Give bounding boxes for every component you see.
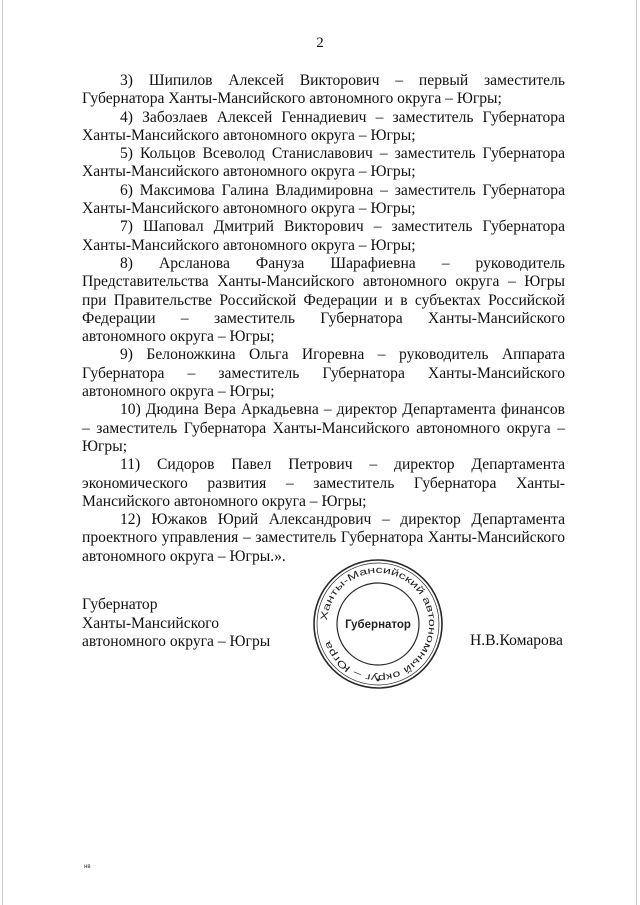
signatory-title-line: автономного округа – Югры [82,633,271,650]
appointments-list [82,72,565,566]
list-item: 12) Южаков Юрий Александрович – директор Департамента проектного управления – заместитель Губернатора Ханты-Мансийского автономного округа – Югры.». [82,511,565,565]
list-item: 4) Забозлаев Алексей Геннадиевич – заместитель Губернатора Ханты-Мансийского автономного округа – Югры; [82,108,565,144]
signatory-name: Н.В.Комарова [470,632,563,649]
seal-ring-text: Ханты-Мансийский автономный округ – Югра [318,564,438,684]
list-item: 10) Дюдина Вера Аркадьевна – директор Департамента финансов – заместитель Губернатора Ханты-Мансийского автономного округа – Югры; [82,401,565,455]
signatory-title [82,596,332,652]
footer-initials: нв [84,864,91,870]
list-item: 11) Сидоров Павел Петрович – директор Департамента экономического развития – заместитель Губернатора Ханты-Мансийского автономного округа – Югры; [82,456,565,510]
list-item: 3) Шипилов Алексей Викторович – первый заместитель Губернатора Ханты-Мансийского автономного округа – Югры; [82,72,565,108]
seal-graphic [311,557,445,691]
list-item: 8) Арсланова Фануза Шарафиевна – руководитель Представительства Ханты-Мансийского автономного округа – Югры при Правительстве Российской Федерации и в субъектах Российской Федерации – заместитель Губернатора Ханты-Мансийского автономного округа – Югры; [82,254,565,346]
list-item: 5) Кольцов Всеволод Станиславович – заместитель Губернатора Ханты-Мансийского автономного округа – Югры; [82,145,565,181]
list-item: 7) Шаповал Дмитрий Викторович – заместитель Губернатора Ханты-Мансийского автономного округа – Югры; [82,218,565,254]
scan-edge-left [2,0,3,905]
official-seal [311,557,445,691]
signatory-title-line: Губернатор [82,596,158,613]
list-item: 9) Белоножкина Ольга Игоревна – руководитель Аппарата Губернатора – заместитель Губернатора Ханты-Мансийского автономного округа – Югры; [82,346,565,401]
list-item: 6) Максимова Галина Владимировна – заместитель Губернатора Ханты-Мансийского автономного округа – Югры; [82,181,565,218]
signatory-title-line: Ханты-Мансийского [82,614,220,632]
seal-center-text: Губернатор [345,619,411,631]
seal-dot [377,679,380,682]
page-number: 2 [316,35,324,51]
scan-edge-right [636,0,637,905]
